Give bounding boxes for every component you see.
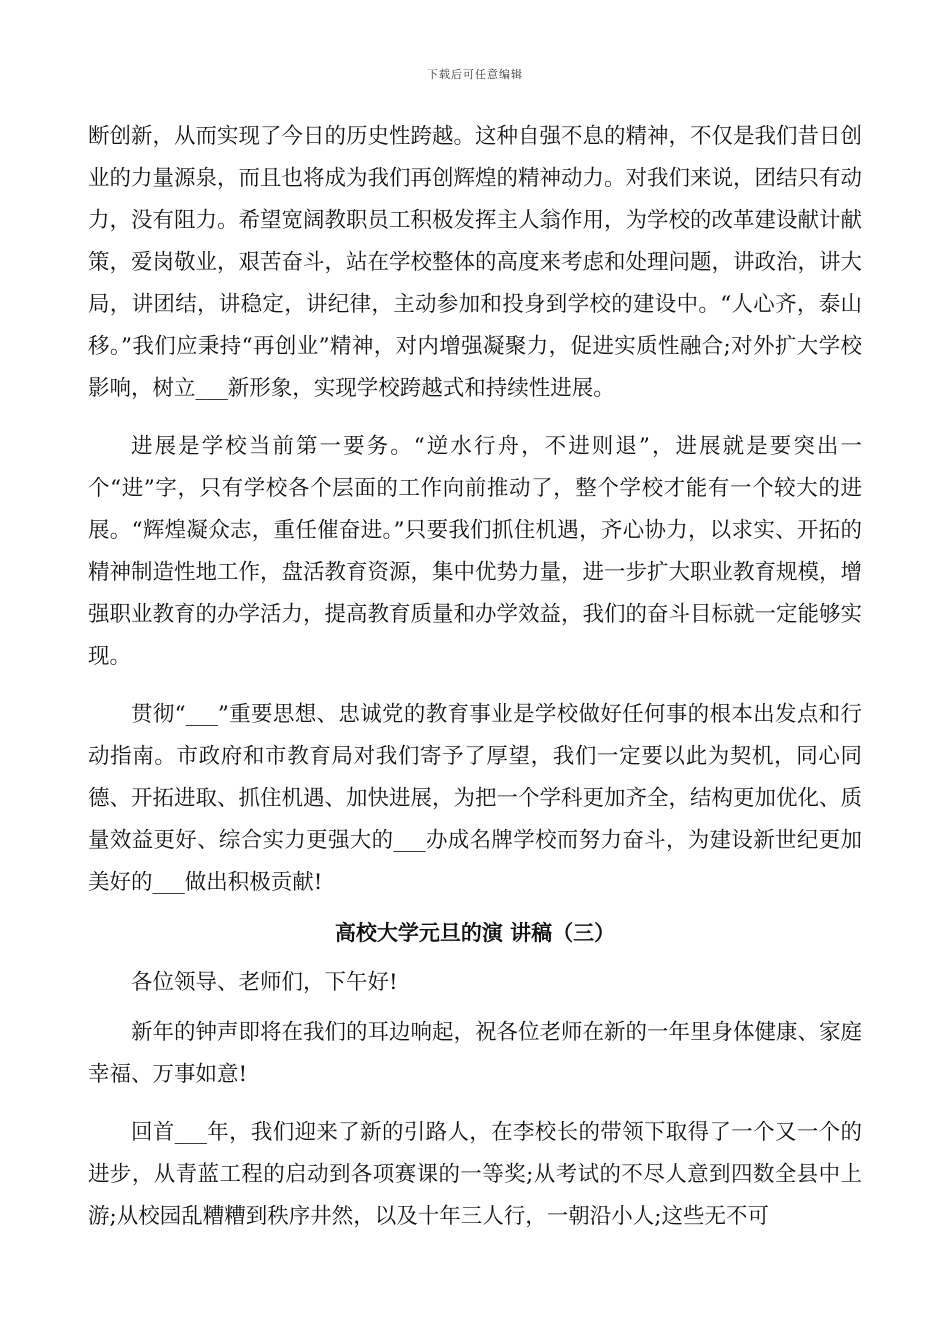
paragraph-continuation: 断创新，从而实现了今日的历史性跨越。这种自强不息的精神，不仅是我们昔日创业的力量源泉，而且也将成为我们再创辉煌的精神动力。对我们来说，团结只有动力，没有阻力。希望宽阔教职员工积极发挥主人翁作用，为学校的改革建设献计献策，爱岗敬业，艰苦奋斗，站在学校整体的高度来考虑和处理问题，讲政治，讲大局，讲团结，讲稳定，讲纪律，主动参加和投身到学校的建设中。“人心齐，泰山移。”我们应秉持“再创业”精神，对内增强凝聚力，促进实质性融合;对外扩大学校影响，树立___新形象，实现学校跨越式和持续性进展。 xyxy=(88,124,863,401)
section-title: 高校大学元旦的演 讲稿（三） xyxy=(334,921,616,945)
paragraph-new-year-wishes: 新年的钟声即将在我们的耳边响起，祝各位老师在新的一年里身体健康、家庭幸福、万事如意! xyxy=(88,1020,863,1087)
paragraph-progress: 进展是学校当前第一要务。“逆水行舟，不进则退”，进展就是要突出一个“进”字，只有学校各个层面的工作向前推动了，整个学校才能有一个较大的进展。“辉煌凝众志，重任催奋进。”只要我们抓住机遇，齐心协力，以求实、开拓的精神制造性地工作，盘活教育资源，集中优势力量，进一步扩大职业教育规模，增强职业教育的办学活力，提高教育质量和办学效益，我们的奋斗目标就一定能够实现。 xyxy=(88,434,863,669)
document-body xyxy=(88,116,862,1238)
paragraph-implement: 贯彻“___”重要思想、忠诚党的教育事业是学校做好任何事的根本出发点和行动指南。市政府和市教育局对我们寄予了厚望，我们一定要以此为契机，同心同德、开拓进取、抓住机遇、加快进展，为把一个学科更加齐全，结构更加优化、质量效益更好、综合实力更强大的___办成名牌学校而努力奋斗，为建设新世纪更加美好的___做出积极贡献! xyxy=(88,702,863,895)
paragraph-greeting: 各位领导、老师们，下午好! xyxy=(131,970,398,995)
paragraph-review: 回首___年，我们迎来了新的引路人，在李校长的带领下取得了一个又一个的进步，从青蓝工程的启动到各项赛课的一等奖;从考试的不尽人意到四数全县中上游;从校园乱糟糟到秩序井然，以及十年三人行，一朝沿小人;这些无不可 xyxy=(88,1120,862,1229)
page-header: 下载后可任意编辑 xyxy=(427,68,523,81)
